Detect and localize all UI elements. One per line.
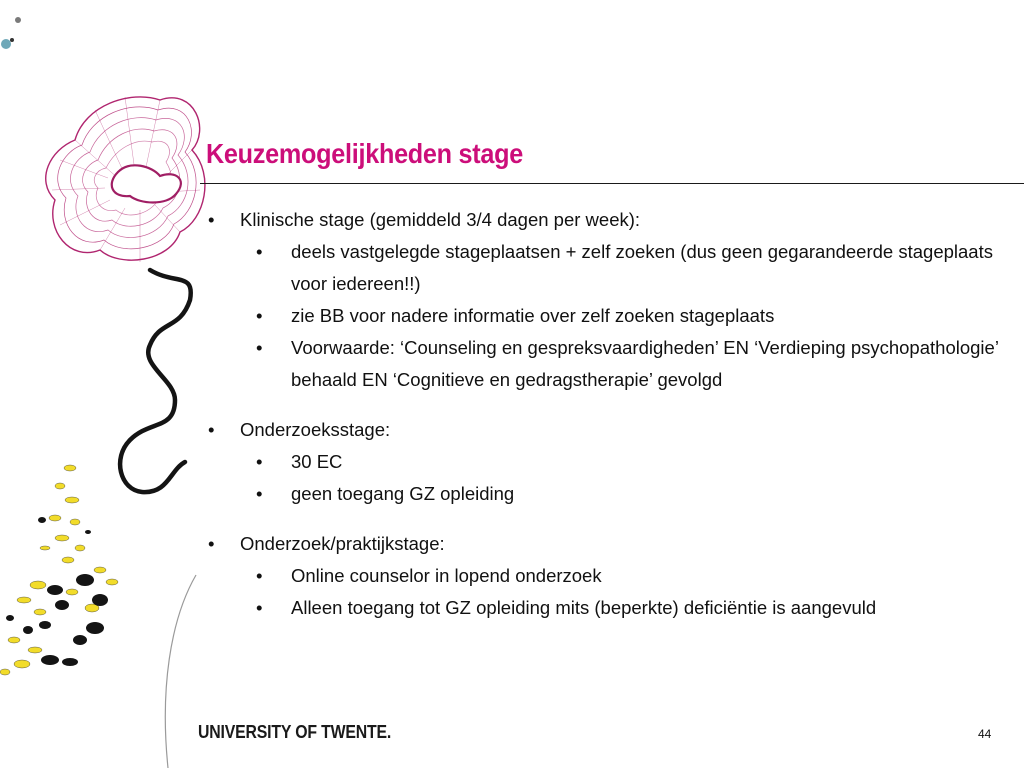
section-research	[208, 414, 1020, 510]
slide-title: Keuzemogelijkheden stage	[206, 138, 524, 169]
bullet-icon: •	[256, 565, 263, 586]
bullet-icon: •	[256, 597, 263, 618]
wireframe-blob-icon	[46, 97, 205, 262]
section-clinical	[208, 204, 1020, 396]
bullet-text: Onderzoek/praktijkstage:	[240, 533, 445, 554]
bullet-text: Klinische stage (gemiddeld 3/4 dagen per week):	[240, 209, 641, 230]
bullet-level2	[208, 478, 1020, 510]
speck-group-icon	[1, 17, 21, 49]
bullet-level2	[208, 236, 1020, 300]
bullet-level2	[208, 332, 1020, 396]
bullet-level2	[208, 446, 1020, 478]
bullet-text: 30 EC	[291, 451, 343, 472]
bullet-icon: •	[208, 533, 215, 554]
bullet-level1	[208, 528, 1020, 560]
section-research-practice	[208, 528, 1020, 624]
bullet-icon: •	[208, 209, 215, 230]
arc-line-icon	[165, 575, 196, 768]
dot-cluster-icon	[0, 465, 118, 675]
bullet-level2	[208, 560, 1020, 592]
bullet-icon: •	[256, 483, 263, 504]
bullet-text: zie BB voor nadere informatie over zelf zoeken stageplaats	[291, 305, 775, 326]
bullet-level2	[208, 300, 1020, 332]
title-divider	[200, 183, 1024, 184]
page-number: 44	[978, 727, 992, 741]
bullet-text: deels vastgelegde stageplaatsen + zelf zoeken (dus geen gegarandeerde stageplaats voor iedereen!!)	[291, 241, 993, 294]
bullet-text: geen toegang GZ opleiding	[291, 483, 515, 504]
bullet-text: Onderzoeksstage:	[240, 419, 391, 440]
bullet-level1	[208, 414, 1020, 446]
bullet-icon: •	[208, 419, 215, 440]
bullet-level1	[208, 204, 1020, 236]
bullet-text: Alleen toegang tot GZ opleiding mits (beperkte) deficiëntie is aangevuld	[291, 597, 877, 618]
bullet-level2	[208, 592, 1020, 624]
bullet-icon: •	[256, 241, 263, 262]
bullet-text: Online counselor in lopend onderzoek	[291, 565, 602, 586]
university-logo: UNIVERSITY OF TWENTE.	[198, 722, 392, 742]
slide-content	[208, 204, 1020, 642]
swoosh-line-icon	[120, 270, 191, 492]
bullet-text: Voorwaarde: ‘Counseling en gespreksvaardigheden’ EN ‘Verdieping psychopathologie’ behaald EN ‘Cognitieve en gedragstherapie’ gevolgd	[291, 337, 999, 390]
bullet-icon: •	[256, 337, 263, 358]
bullet-icon: •	[256, 305, 263, 326]
bullet-icon: •	[256, 451, 263, 472]
